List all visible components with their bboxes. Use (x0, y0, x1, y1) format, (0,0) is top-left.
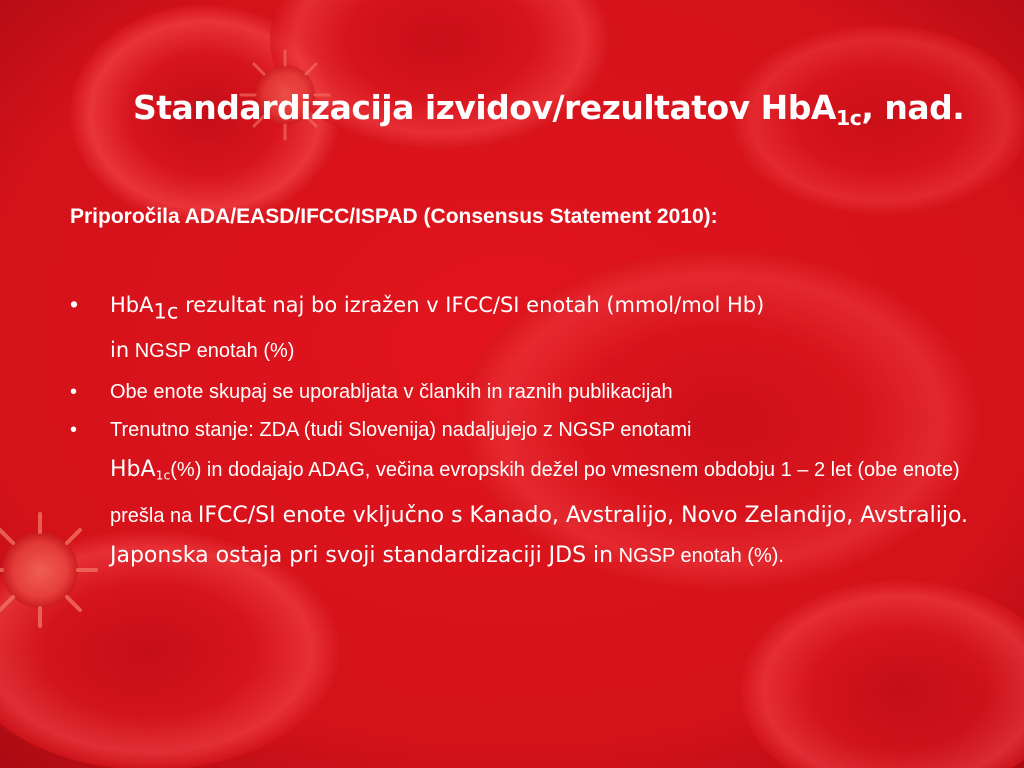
bullet-text: (%) in dodajajo ADAG, večina evropskih dežel po vmesnem obdobju 1 – 2 let (obe enote) prešla na (110, 459, 960, 528)
bullet-item (70, 374, 975, 410)
bullet-text: HbA (110, 293, 154, 317)
bullet-marker: • (70, 419, 78, 442)
bullet-text: IFCC/SI enote vključno s Kanado, Avstralijo, Novo Zelandijo, Avstralijo. Japonska ostaja pri svoji standardizaciji JDS in (110, 503, 969, 569)
bullet-text: NGSP enotah (%). (613, 545, 784, 568)
bullet-subscript: 1c (153, 299, 179, 324)
title-text: Standardizacija izvidov/rezultatov HbA (133, 88, 836, 127)
slide-title (133, 88, 1013, 130)
bullet-list (70, 285, 975, 576)
title-subscript: 1c (835, 106, 862, 131)
bullet-item (70, 410, 975, 576)
bullet-text: Obe enote skupaj se uporabljata v člankih in raznih publikacijah (110, 381, 673, 404)
bullet-marker: • (70, 381, 78, 404)
bullet-text: NGSP enotah (%) (129, 340, 295, 363)
title-suffix: , nad. (861, 88, 965, 127)
bullet-item (70, 285, 975, 370)
bullet-subscript: 1c (155, 468, 171, 484)
slide-subtitle: Priporočila ADA/EASD/IFCC/ISPAD (Consensus Statement 2010): (70, 205, 718, 228)
bullet-text: in (110, 338, 130, 363)
bullet-text: Trenutno stanje: ZDA (tudi Slovenija) nadaljujejo z NGSP enotami (110, 419, 692, 442)
bullet-text: rezultat naj bo izražen v IFCC/SI enotah (mmol/mol Hb) (178, 293, 765, 317)
bullet-marker: • (70, 291, 79, 317)
bullet-text: HbA (110, 457, 156, 483)
